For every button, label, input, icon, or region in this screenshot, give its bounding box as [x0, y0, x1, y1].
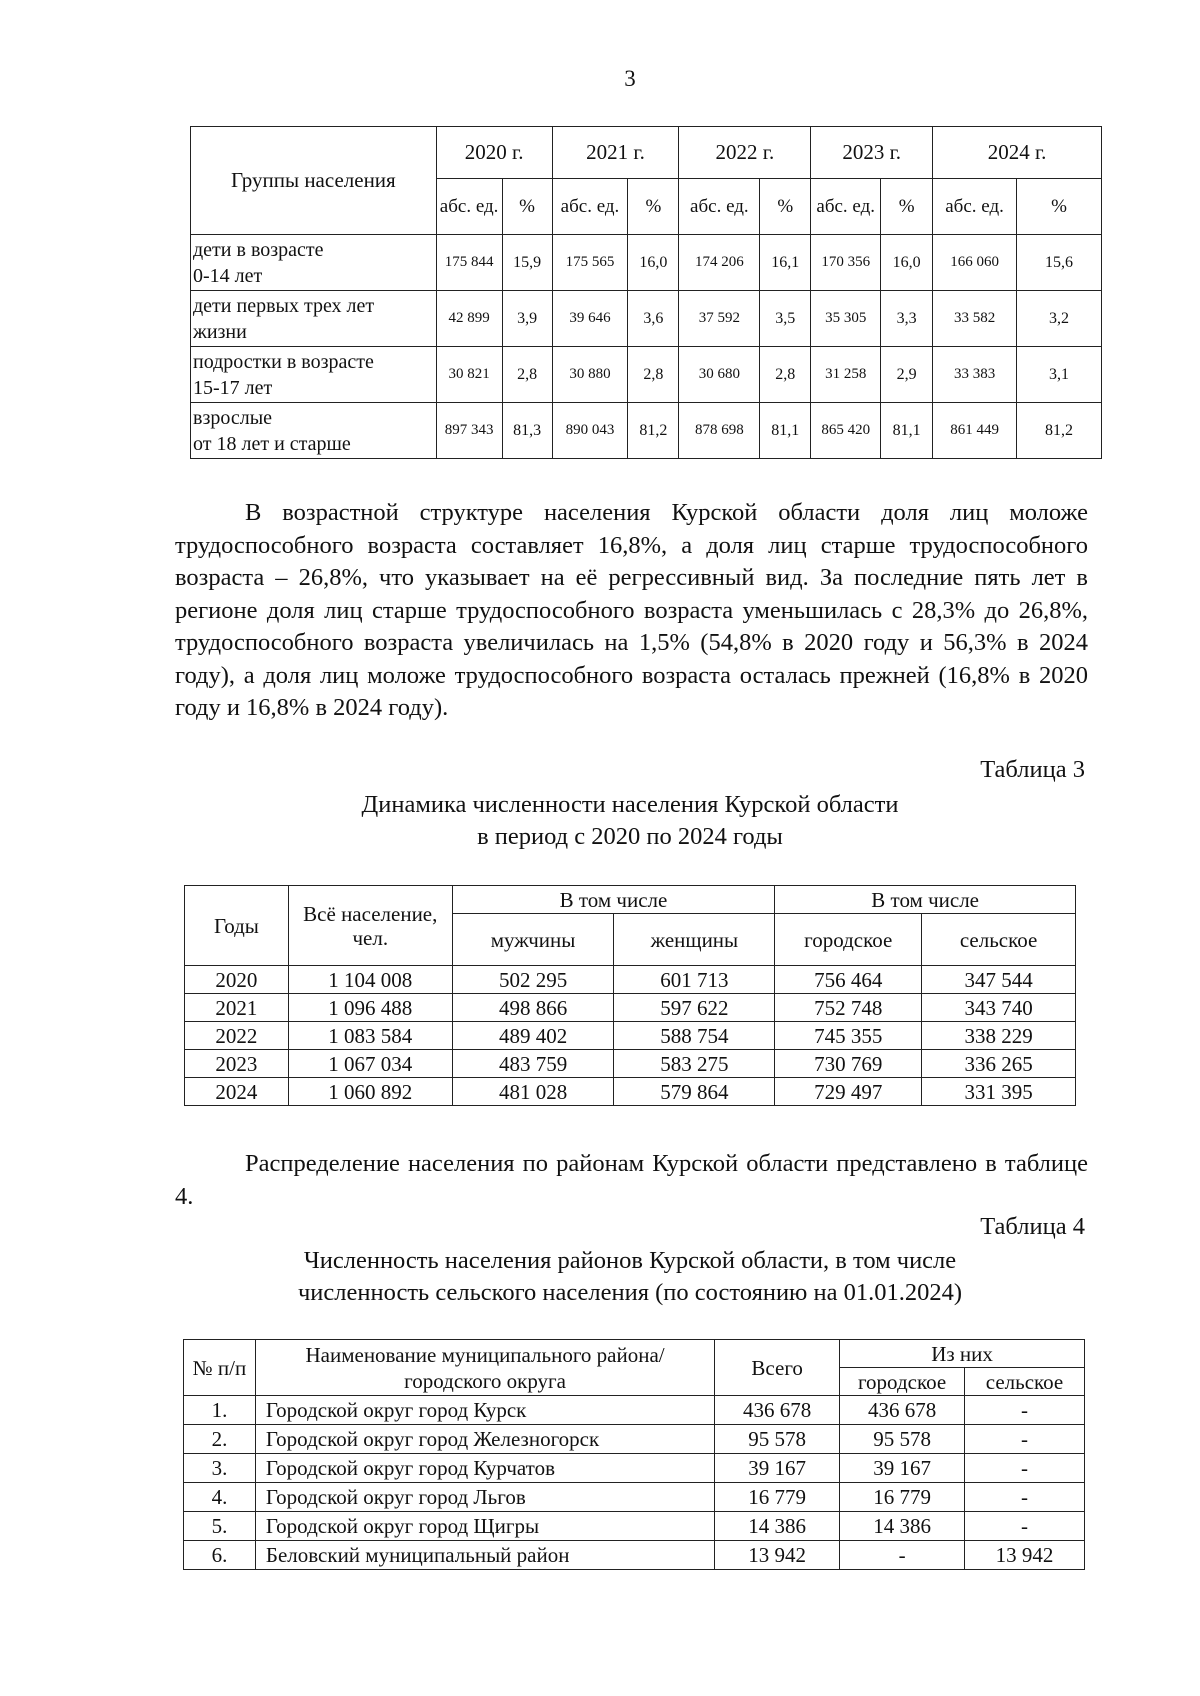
percent-cell: 2,9 — [881, 347, 933, 403]
total-cell: 14 386 — [715, 1512, 840, 1541]
abs-value-cell: 861 449 — [933, 403, 1017, 459]
abs-value-cell: 897 343 — [436, 403, 502, 459]
percent-cell: 3,3 — [881, 291, 933, 347]
year-cell: 2020 — [185, 966, 289, 994]
table-row — [191, 291, 1102, 347]
total-cell: 1 096 488 — [288, 994, 452, 1022]
urban-cell: 39 167 — [840, 1454, 965, 1483]
abs-value-cell: 865 420 — [811, 403, 881, 459]
table-row — [185, 1022, 1076, 1050]
rural-cell: 347 544 — [922, 966, 1076, 994]
paragraph-distribution — [175, 1148, 1088, 1213]
abs-value-cell: 42 899 — [436, 291, 502, 347]
urban-cell: 95 578 — [840, 1425, 965, 1454]
women-cell: 588 754 — [614, 1022, 775, 1050]
year-cell: 2022 — [185, 1022, 289, 1050]
table4-title — [160, 1245, 1100, 1309]
percent-cell: 16,1 — [760, 235, 811, 291]
men-cell: 481 028 — [452, 1078, 614, 1106]
abs-value-cell: 33 582 — [933, 291, 1017, 347]
header-including-sex: В том числе — [452, 886, 775, 914]
group-label-line2: 0-14 лет — [193, 264, 263, 287]
subheader-abs: абс. ед. — [679, 179, 760, 235]
group-label-line2: 15-17 лет — [193, 376, 273, 399]
table-row — [185, 966, 1076, 994]
table4-title-line1: Численность населения районов Курской области, в том числе — [303, 1247, 957, 1274]
total-cell: 1 104 008 — [288, 966, 452, 994]
subheader-pct: % — [502, 179, 552, 235]
total-cell: 1 060 892 — [288, 1078, 452, 1106]
table4-title-line2: численность сельского населения (по состоянию на 01.01.2024) — [297, 1279, 963, 1306]
percent-cell: 16,0 — [628, 235, 679, 291]
total-cell: 436 678 — [715, 1396, 840, 1425]
header-year: 2023 г. — [811, 127, 933, 179]
percent-cell: 2,8 — [760, 347, 811, 403]
districts-population-table — [183, 1339, 1085, 1570]
header-years: Годы — [185, 886, 289, 966]
header-total: Всего — [715, 1340, 840, 1396]
abs-value-cell: 174 206 — [679, 235, 760, 291]
table-row — [185, 994, 1076, 1022]
urban-cell: 756 464 — [775, 966, 922, 994]
header-year: 2020 г. — [436, 127, 552, 179]
urban-cell: 745 355 — [775, 1022, 922, 1050]
table-row — [191, 347, 1102, 403]
abs-value-cell: 33 383 — [933, 347, 1017, 403]
year-cell: 2024 — [185, 1078, 289, 1106]
subheader-abs: абс. ед. — [552, 179, 628, 235]
header-row — [185, 886, 1076, 914]
percent-cell: 2,8 — [502, 347, 552, 403]
header-year: 2022 г. — [679, 127, 811, 179]
header-name: Наименование муниципального района/ городского округа — [255, 1340, 714, 1396]
women-cell: 601 713 — [614, 966, 775, 994]
rural-cell: - — [965, 1512, 1085, 1541]
abs-value-cell: 890 043 — [552, 403, 628, 459]
total-cell: 1 083 584 — [288, 1022, 452, 1050]
rural-cell: - — [965, 1425, 1085, 1454]
rural-cell: 338 229 — [922, 1022, 1076, 1050]
percent-cell: 3,1 — [1017, 347, 1102, 403]
name-cell: Городской округ город Железногорск — [255, 1425, 714, 1454]
rural-cell: 13 942 — [965, 1541, 1085, 1570]
abs-value-cell: 30 821 — [436, 347, 502, 403]
header-men: мужчины — [452, 914, 614, 966]
abs-value-cell: 878 698 — [679, 403, 760, 459]
header-row — [191, 127, 1102, 179]
subheader-pct: % — [628, 179, 679, 235]
group-label-line1: взрослые — [193, 406, 273, 429]
number-cell: 6. — [184, 1541, 256, 1570]
name-cell: Беловский муниципальный район — [255, 1541, 714, 1570]
abs-value-cell: 35 305 — [811, 291, 881, 347]
table3-label: Таблица 3 — [980, 756, 1085, 783]
subheader-pct: % — [1017, 179, 1102, 235]
urban-cell: 729 497 — [775, 1078, 922, 1106]
women-cell: 597 622 — [614, 994, 775, 1022]
women-cell: 579 864 — [614, 1078, 775, 1106]
table-row — [191, 235, 1102, 291]
group-label — [191, 291, 437, 347]
paragraph-text: В возрастной структуре населения Курской области доля лиц моложе трудоспособного возраста составляет 16,8%, а доля лиц старше трудоспособного возраста – 26,8%, что указывает на её регрессивный вид. За последние пять лет в регионе доля лиц старше трудоспособного возраста уменьшилась с 28,3% до 26,8%, трудоспособного возраста увеличилась на 1,5% (54,8% в 2020 году и 56,3% в 2024 году), а доля лиц моложе трудоспособного возраста осталась прежней (16,8% в 2020 году и 16,8% в 2024 году). — [175, 499, 1088, 721]
rural-cell: 343 740 — [922, 994, 1076, 1022]
table-row — [185, 1078, 1076, 1106]
header-of-them: Из них — [840, 1340, 1085, 1368]
rural-cell: 336 265 — [922, 1050, 1076, 1078]
abs-value-cell: 30 680 — [679, 347, 760, 403]
age-groups-table — [190, 126, 1102, 459]
rural-cell: - — [965, 1483, 1085, 1512]
name-cell: Городской округ город Курск — [255, 1396, 714, 1425]
header-rural: сельское — [965, 1368, 1085, 1396]
urban-cell: - — [840, 1541, 965, 1570]
percent-cell: 3,5 — [760, 291, 811, 347]
rural-cell: - — [965, 1396, 1085, 1425]
name-cell: Городской округ город Льгов — [255, 1483, 714, 1512]
paragraph-text: Распределение населения по районам Курской области представлено в таблице 4. — [175, 1150, 1088, 1210]
total-cell: 1 067 034 — [288, 1050, 452, 1078]
percent-cell: 3,2 — [1017, 291, 1102, 347]
men-cell: 502 295 — [452, 966, 614, 994]
rural-cell: 331 395 — [922, 1078, 1076, 1106]
rural-cell: - — [965, 1454, 1085, 1483]
header-year: 2021 г. — [552, 127, 679, 179]
year-cell: 2023 — [185, 1050, 289, 1078]
abs-value-cell: 166 060 — [933, 235, 1017, 291]
group-label — [191, 235, 437, 291]
number-cell: 5. — [184, 1512, 256, 1541]
header-urban: городское — [840, 1368, 965, 1396]
total-cell: 95 578 — [715, 1425, 840, 1454]
percent-cell: 3,6 — [628, 291, 679, 347]
header-groups: Группы населения — [191, 127, 437, 235]
group-label — [191, 347, 437, 403]
abs-value-cell: 175 844 — [436, 235, 502, 291]
urban-cell: 752 748 — [775, 994, 922, 1022]
abs-value-cell: 30 880 — [552, 347, 628, 403]
header-year: 2024 г. — [933, 127, 1102, 179]
table-row — [184, 1483, 1085, 1512]
subheader-pct: % — [760, 179, 811, 235]
urban-cell: 730 769 — [775, 1050, 922, 1078]
year-cell: 2021 — [185, 994, 289, 1022]
abs-value-cell: 31 258 — [811, 347, 881, 403]
group-label-line1: подростки в возрасте — [193, 350, 374, 373]
paragraph-age-structure — [175, 497, 1088, 725]
header-number: № п/п — [184, 1340, 256, 1396]
table4-label: Таблица 4 — [980, 1213, 1085, 1240]
men-cell: 483 759 — [452, 1050, 614, 1078]
table-row — [184, 1541, 1085, 1570]
table-row — [184, 1425, 1085, 1454]
men-cell: 498 866 — [452, 994, 614, 1022]
group-label-line2: от 18 лет и старше — [193, 432, 351, 455]
header-including-area: В том числе — [775, 886, 1076, 914]
subheader-pct: % — [881, 179, 933, 235]
percent-cell: 81,2 — [628, 403, 679, 459]
subheader-abs: абс. ед. — [933, 179, 1017, 235]
group-label-line2: жизни — [193, 320, 247, 343]
name-cell: Городской округ город Курчатов — [255, 1454, 714, 1483]
percent-cell: 15,9 — [502, 235, 552, 291]
group-label — [191, 403, 437, 459]
name-cell: Городской округ город Щигры — [255, 1512, 714, 1541]
percent-cell: 3,9 — [502, 291, 552, 347]
number-cell: 4. — [184, 1483, 256, 1512]
abs-value-cell: 175 565 — [552, 235, 628, 291]
header-row — [184, 1340, 1085, 1368]
table-row — [184, 1512, 1085, 1541]
percent-cell: 81,1 — [760, 403, 811, 459]
abs-value-cell: 170 356 — [811, 235, 881, 291]
table3-title-line2: в период с 2020 по 2024 годы — [477, 823, 783, 850]
table-row — [184, 1454, 1085, 1483]
total-cell: 13 942 — [715, 1541, 840, 1570]
header-urban: городское — [775, 914, 922, 966]
header-total: Всё население, чел. — [288, 886, 452, 966]
percent-cell: 16,0 — [881, 235, 933, 291]
subheader-abs: абс. ед. — [811, 179, 881, 235]
abs-value-cell: 39 646 — [552, 291, 628, 347]
table3-title-line1: Динамика численности населения Курской области — [361, 791, 899, 818]
table-row — [184, 1396, 1085, 1425]
subheader-abs: абс. ед. — [436, 179, 502, 235]
percent-cell: 15,6 — [1017, 235, 1102, 291]
men-cell: 489 402 — [452, 1022, 614, 1050]
header-women: женщины — [614, 914, 775, 966]
number-cell: 1. — [184, 1396, 256, 1425]
urban-cell: 16 779 — [840, 1483, 965, 1512]
total-cell: 39 167 — [715, 1454, 840, 1483]
number-cell: 3. — [184, 1454, 256, 1483]
table-row — [185, 1050, 1076, 1078]
women-cell: 583 275 — [614, 1050, 775, 1078]
header-rural: сельское — [922, 914, 1076, 966]
group-label-line1: дети первых трех лет — [193, 294, 375, 317]
urban-cell: 436 678 — [840, 1396, 965, 1425]
percent-cell: 81,3 — [502, 403, 552, 459]
percent-cell: 81,2 — [1017, 403, 1102, 459]
percent-cell: 81,1 — [881, 403, 933, 459]
total-cell: 16 779 — [715, 1483, 840, 1512]
urban-cell: 14 386 — [840, 1512, 965, 1541]
group-label-line1: дети в возрасте — [193, 238, 324, 261]
percent-cell: 2,8 — [628, 347, 679, 403]
table3-title — [160, 789, 1100, 853]
table-row — [191, 403, 1102, 459]
population-dynamics-table — [184, 885, 1076, 1106]
abs-value-cell: 37 592 — [679, 291, 760, 347]
page-number: 3 — [624, 66, 636, 91]
number-cell: 2. — [184, 1425, 256, 1454]
